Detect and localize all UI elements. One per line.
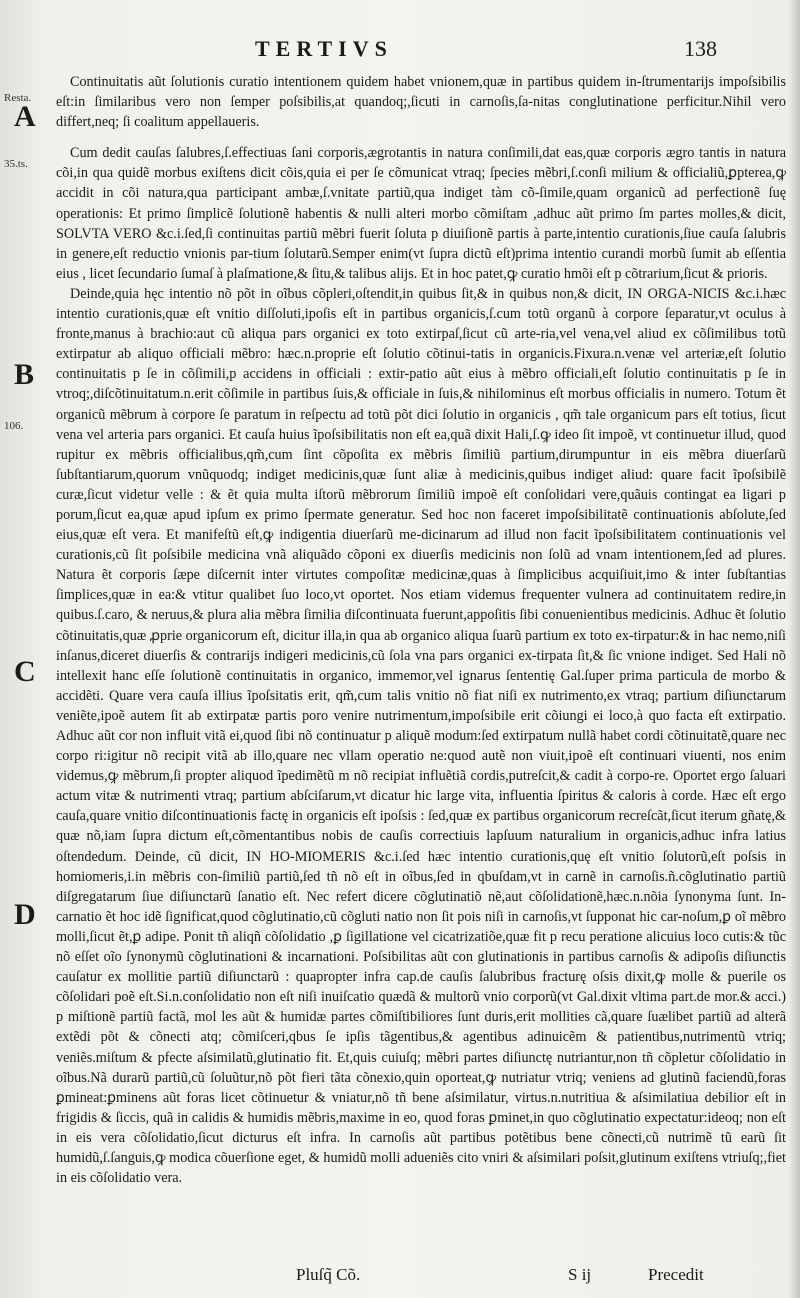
catchword: Precedit	[648, 1265, 704, 1284]
margin-letter-c: C	[14, 655, 36, 688]
signature-mark: S ij	[568, 1265, 592, 1284]
paragraph-commentary-1: Cum dedit cauſas ſalubres,ſ.effectiuas ſani corporis,ægrotantis in natura conſimili,dat eas,quæ corporis ægro tantis in natura cõi,in qua quidẽ morbus exiſtens dicit cõis,quia ei per ſe cõmunicat vtraq; ſpecies mẽbri,ſ.conſi milium & officialiũ,ꝑpterea,ꝙ accidit in cõi natura,qua participant ambæ,ſ.vnitate partiũ,qua indiget tàm cõ-ſimile,quam organicũ ad perfectionẽ ſuę operationis: Et primo ſimplicẽ ſolutionẽ habentis & nulli alteri morbo cõmiſtam ,adhuc aũt primo ſm partes molles,& dicit, SOLVTA VERO &c.i.ſed,ſi continuitas partiũ mẽbri fuerit ſoluta p diuiſionẽ partis à parte,intentio curationis,ſiue cauſa ſalubris in genere,eſt reductio vnionis par-tium ſolutarũ.Semper enim(vt ſupra dictũ eſt)prima intentio curandi morbũ ſumit ab eſſentia eius , licet ſecundario ſumaſ à plaſmatione,& ſitu,& talibus alijs. Et in hoc patet,ꝙ curatio hmõi eſt p cõtrarium,ſicut & prioris.	[56, 145, 786, 282]
margin-letter-b: B	[14, 358, 35, 391]
paragraph-text-passage: Continuitatis aũt ſolutionis curatio intentionem quidem habet vnionem,quæ in partibus quidem in-ſtrumentarijs impoſsibilis eſt:in ſimilaribus vero non ſemper poſsibilis,at quandoq;,ſicuti in carnoſis,ſa-nitas conglutinatione perficitur.Nihil vero differt,neq; ſi coalitum appellaueris.	[56, 74, 786, 131]
page-footer	[0, 1265, 800, 1289]
page-number: 138	[684, 36, 717, 61]
page-edge-shadow	[788, 0, 800, 1298]
footer-catchphrase: Pluſq̃ Cõ.	[296, 1265, 361, 1284]
paragraph-commentary-2: Deinde,quia hęc intentio nõ põt in oĩbus cõpleri,oſtendit,in quibus ſit,& in quibus non,& dicit, IN ORGA-NICIS &c.i.hæc intentio curationis,quæ eſt vnitio diſſoluti,ipoſis eſt in partibus organicis,ſ.cum totũ organũ à corpore ſeparatur,vt oculus à fronte,manus à brachio:aut cũ aliqua pars organici ex toto extirpaſ,ſicut cũ arte-ria,vel vena,vel aliud ex cõſimilibus totũ extirpatur ab aliquo officiali mẽbro: hæc.n.proprie eſt ſolutio cõtinui-tatis in organicis.Fixura.n.venæ vel arteriæ,eſt ſolutio continuitatis p ſe in cõſimili,p accidens in officiali : extir-patio aũt eius à mẽbro officiali,eſt ſolutio continuitatis p ſe in vtroq;,diſcõtinuitatum.n.erit cõſimile in partibus ſuis,& officiale in ſuis,& nihilominus eſt morbus officialis in numero. Totum ẽt organicũ mẽbrum à corpore ſe paratum in reſpectu ad totũ põt dici ſolutio in organicis , qm̃ tale organicum pars eſt totius, ſicut vena vel arteria pars organici. Et cauſa huius ĩpoſsibilitatis non eſt ea,quã dixit Hali,ſ.ꝙ ideo ſit impoẽ, vt continuetur illud, quod rupitur ex mẽbris officialibus,qm̃,cum ſint cõpoſita ex mẽbris ſimiliũ partium,dirumpuntur in eis mẽbra diuerſarũ ſubſtantiarum,quorum vnũquodq; indiget medicinis,quæ ſunt aliæ à medicinis,quibus indiget aliud: quare facit ĩpoſsibilẽ curæ,ſicut videtur velle : & ẽt quia multa iſtorũ mẽbrorum ſimiliũ impoẽ eſt conſolidari vere,quãuis contingat ea ligari p porum,ſicut ea,quæ apud ipſum ex primo ſpermate generatur. Sed hoc non faceret impoſsibilitatẽ continuationis abſolute,ſed eius,quæ eſt vera. Et manifeſtũ eſt,ꝙ indigentia diuerſarũ me-dicinarum ad illud non facit ĩpoſsibilitatem continuationis vel curationis,cũ ſit poſsibile medicina vnã aliquãdo cõponi ex diuerſis medicinis non ſolũ ad vnam intentionem,ſed ad plures. Natura ẽt corporis ſæpe diſcernit inter virtutes compoſitæ medicinæ,quas à ſimplicibus acquiſiuit,imo & inter ſubſtantias ſimplices,quæ in ea:& vtitur qualibet ſuo loco,vt oportet. Nos etiam videmus frequenter vulnera ad continuitatem redire,in quibus.ſ.caro, & neruus,& plura alia mẽbra ſimilia diſcontinuata fuerunt,appoſitis ſibi conuenientibus medicinis. Adhuc ẽt ſolutio cõtinuitatis,quæ ꝓprie organicorum eſt, dicitur illa,in qua ab organico aliqua ſuarũ partium ex toto ex-tirpatur:& in hac nemo,niſi inſanus,diceret diuerſis & contrarijs indigeri medicinis,cũ ſola vna pars organici ex-tirpata ſit,& ſic vnione indiget. Sed Hali nõ intellexit hanc eſſe ſolutionẽ continuitatis in organico, immemor,vel ignarus ſententię Gal.ſuper prima particula de morbo & accidẽti. Quare vera cauſa illius ĩpoſsitatis erit, qm̃,cum talis vnitio nõ fiat niſi ex nutrimento,ex vtraq; partium diſiunctarum veniẽte,ipoẽ autem ſit ab extirpatæ partis poro venire nutrimentum,impoſsibile erit cõiungi ei loco,à quo facta eſt extirpatio. Adhuc aũt cor non influit vitã ei,quod ſibi nõ continuatur p aliquẽ modum:ſed extirpatum nullã habet cordi cõtinuitatẽ,quare nec corpo ri:igitur nõ recipit vitã ab illo,quare nec vllam operatio ne:quod autẽ non viuit,ipoẽ eſt continuari viuenti, nos enim videmus,ꝙ mẽbrum,ſi propter aliquod ĩpedimẽtũ m nõ recipiat influẽtiã cordis,putreſcit,& cadit à corpo-re. Oportet ergo ſaluari actum vitæ & nutrimenti vtraq; partium abſciſarum,vt dicatur hic large vita, influentia ſpiritus & caloris à corde. Hæc eſt ergo cauſa,quare vnitio diſcontinuationis factę in organicis eſt ipoſsis : ſed,quæ ex partibus organicorum recreſcãt,ſicut iterum gñatę,& quæ nõ,iam ſupra dictum eſt,cõmentantibus nobis de cauſis correctiuis lapſuum naturalium in organicis,adhuc infra latius oſtendedum. Deinde, cũ dicit, IN HO-MIOMERIS &c.i.ſed hæc intentio curationis,quę eſt vnitio ſolutorũ,eſt poſsis in homiomeris,i.in mẽbris con-ſimiliũ partiũ,ſed tñ nõ eſt in oĩbus,ſed in qbuſdam,vt in carnẽ in carnoſis.ñ.cõglutinatio partiũ diſgregatarum ſiue diſiunctarũ ſanatio eſt. Nec refert dicere cõglutinatiõ nẽ,aut cõſolidationẽ,hæc.n.nõia ſynonyma ſunt. In-carnatio ẽt hoc idẽ ſignificat,quod cõglutinatio,cũ cõgluti natio non ſit pois niſi in carnoſis,vt ſupponat hic car-noſum,ꝑ oĩ mẽbro molli,ſicut ẽt,ꝑ adipe. Ponit tñ aliqñ cõſolidatio ,ꝑ ſigillatione vel cicatrizatiõe,quæ fit p recu peratione alicuius loco cutis:& tũc nõ eſſet oĩo ſynonymũ cõglutinationi & incarnationi. Poſsibilitas aũt con glutinationis in partibus carnoſis & adipoſis diſiunctis cauſatur ex mollitie partiũ diſiunctarũ : quapropter infra cap.de cauſis ſalubribus fracturę oſsis dixit,ꝙ molle & puerile os cõſolidari poẽ eſt.Si.n.conſolidatio non eſt niſi inuiſcatio quædã & multorũ vnio corporũ(vt Gal.dixit vltima part.de mor.& acci.) p miſtionẽ partiũ factã, mol les aũt & humidæ partes cõmiſtibiliores ſunt duris,erit mollities cã,quare ſuælibet partiũ ad alterã extẽdi põt & cõnecti atq; cõmiſceri,qbus ſe ipſis tãgentibus,& agentibus adinuicẽm & patientibus,nutrimentũ vtriq; veniẽs.miſtum & pfecte aſsimilatũ,glutinatio fit. Et,quis cuiuſq; mẽbri partes diſiunctę nutriantur,non tñ cõpletur cõſolidatio in oĩbus.Nã durarũ partiũ,cũ ſoluũtur,nõ põt fieri tãta cõnexio,quin oporteat,ꝙ nutriatur vtriq; veniens ad glutinũ faciendũ,foras ꝑmineat:ꝑminens aũt foras licet cõtinuetur & vniatur,nõ tñ bene aſsimilatur, virtus.n.nutritiua & aſsimilatiua debilior eſt in frigidis & ſiccis, quã in calidis & humidis mẽbris,maxime in eo, quod foras ꝑminet,in quo cõglutinatio expectatur:ideoq; non eſt in eis vera cõſolidatio,ſicut dicturus eſt infra. In carnoſis aũt partibus potẽtibus bene cõnecti,cũ nutrimẽ tũ earũ ſit humidũ,ſ.ſanguis,ꝙ modica cõuerſione eget, & humidũ molli adueniẽs cito vniri & aſsimilari poſsit,glutinum exiſtens vtriuſq;,fiet in eis cõſolidatio vera.	[56, 285, 786, 1187]
margin-note: 106.	[4, 420, 24, 432]
margin-letter-d: D	[14, 898, 36, 931]
running-title: TERTIVS	[255, 36, 393, 61]
margin-letter-a: A	[14, 100, 36, 133]
margin-note: 35.ts.	[4, 158, 28, 170]
main-text	[56, 72, 786, 1188]
margin-note: Resta.	[4, 92, 32, 104]
